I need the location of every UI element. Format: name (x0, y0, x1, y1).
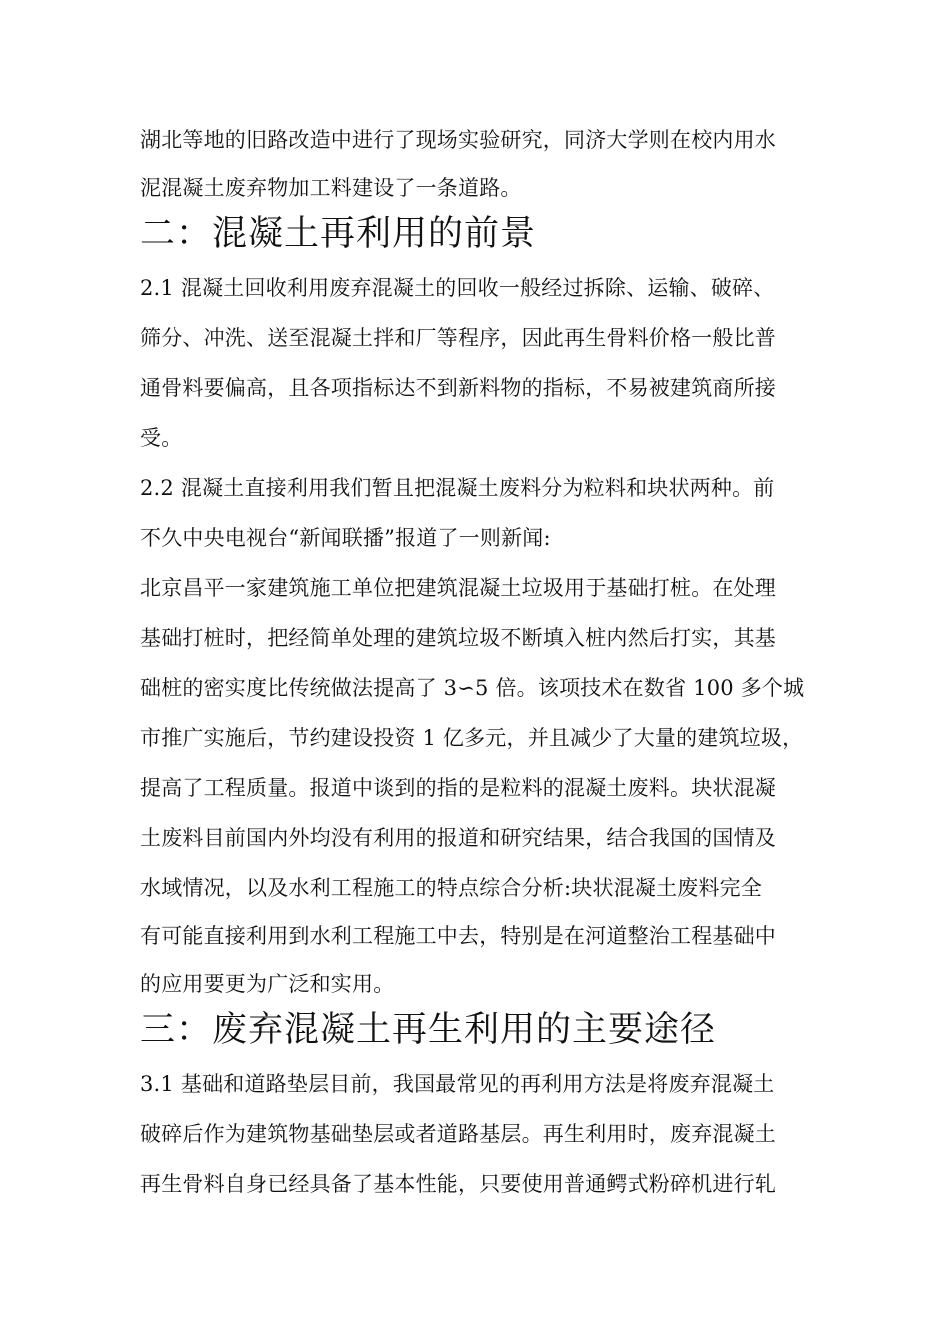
paragraph-line: 再生骨料自身已经具备了基本性能，只要使用普通鳄式粉碎机进行轧 (140, 1172, 776, 1196)
paragraph-line: 有可能直接利用到水利工程施工中去，特别是在河道整治工程基础中 (140, 924, 776, 948)
paragraph-line: 的应用要更为广泛和实用。 (140, 972, 395, 996)
paragraph-line: 北京昌平一家建筑施工单位把建筑混凝土垃圾用于基础打桩。在处理 (140, 576, 776, 600)
paragraph-line: 湖北等地的旧路改造中进行了现场实验研究，同济大学则在校内用水 (140, 128, 776, 152)
paragraph-line: 3.1 基础和道路垫层目前，我国最常见的再利用方法是将废弃混凝土 (140, 1072, 775, 1096)
paragraph-line: 2.1 混凝土回收利用废弃混凝土的回收一般经过拆除、运输、破碎、 (140, 276, 775, 300)
paragraph-line: 提高了工程质量。报道中谈到的指的是粒料的混凝土废料。块状混凝 (140, 776, 776, 800)
paragraph-line: 通骨料要偏高，且各项指标达不到新料物的指标，不易被建筑商所接 (140, 376, 776, 400)
section-heading: 二：混凝土再利用的前景 (140, 214, 537, 254)
paragraph-line: 筛分、冲洗、送至混凝土拌和厂等程序，因此再生骨料价格一般比普 (140, 326, 776, 350)
paragraph-line: 土废料目前国内外均没有利用的报道和研究结果，结合我国的国情及 (140, 826, 776, 850)
paragraph-line: 2.2 混凝土直接利用我们暂且把混凝土废料分为粒料和块状两种。前 (140, 476, 775, 500)
paragraph-line: 水域情况，以及水利工程施工的特点综合分析:块状混凝土废料完全 (140, 876, 763, 900)
paragraph-line: 受。 (140, 426, 183, 450)
section-heading: 三：废弃混凝土再生利用的主要途径 (140, 1010, 717, 1050)
paragraph-line: 不久中央电视台“新闻联播”报道了一则新闻: (140, 526, 551, 550)
paragraph-line: 基础打桩时，把经简单处理的建筑垃圾不断填入桩内然后打实，其基 (140, 626, 776, 650)
paragraph-line: 泥混凝土废弃物加工料建设了一条道路。 (140, 176, 522, 200)
paragraph-line: 市推广实施后，节约建设投资 1 亿多元，并且减少了大量的建筑垃圾， (140, 726, 804, 750)
paragraph-line: 础桩的密实度比传统做法提高了 3∽5 倍。该项技术在数省 100 多个城 (140, 676, 805, 700)
paragraph-line: 破碎后作为建筑物基础垫层或者道路基层。再生利用时，废弃混凝土 (140, 1122, 776, 1146)
